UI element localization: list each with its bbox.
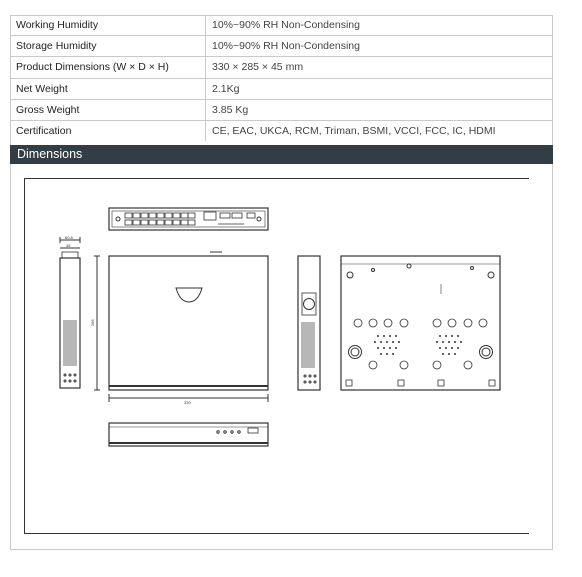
spec-value: 10%~90% RH Non-Condensing: [212, 19, 360, 32]
left-side-view: [60, 235, 80, 388]
svg-text:60.8: 60.8: [65, 235, 73, 240]
section-header-dimensions: Dimensions: [10, 145, 553, 164]
spec-value: 330 × 285 × 45 mm: [206, 57, 554, 78]
spec-value: 10%~90% RH Non-Condensing: [206, 36, 554, 57]
spec-label: Net Weight: [10, 78, 206, 99]
top-view: [90, 252, 268, 405]
spec-value: 3.85 Kg: [206, 99, 554, 120]
spec-value: 2.1Kg: [206, 78, 554, 99]
bottom-view: [341, 256, 500, 390]
spec-label: Gross Weight: [10, 99, 206, 120]
dim-side-width: 45: [66, 243, 71, 248]
spec-label: Working Humidity: [10, 15, 206, 36]
spec-label: Storage Humidity: [10, 36, 206, 57]
dim-width: 330: [184, 400, 191, 405]
front-view: [109, 208, 268, 230]
rear-view: [109, 423, 268, 446]
spec-value: CE, EAC, UKCA, RCM, Triman, BSMI, VCCI, FCC, IC, HDMI: [206, 120, 554, 141]
dim-depth: 285: [90, 319, 95, 326]
spec-label: Product Dimensions (W × D × H): [10, 57, 206, 78]
right-side-view: [298, 256, 320, 390]
spec-label: Certification: [10, 120, 206, 141]
